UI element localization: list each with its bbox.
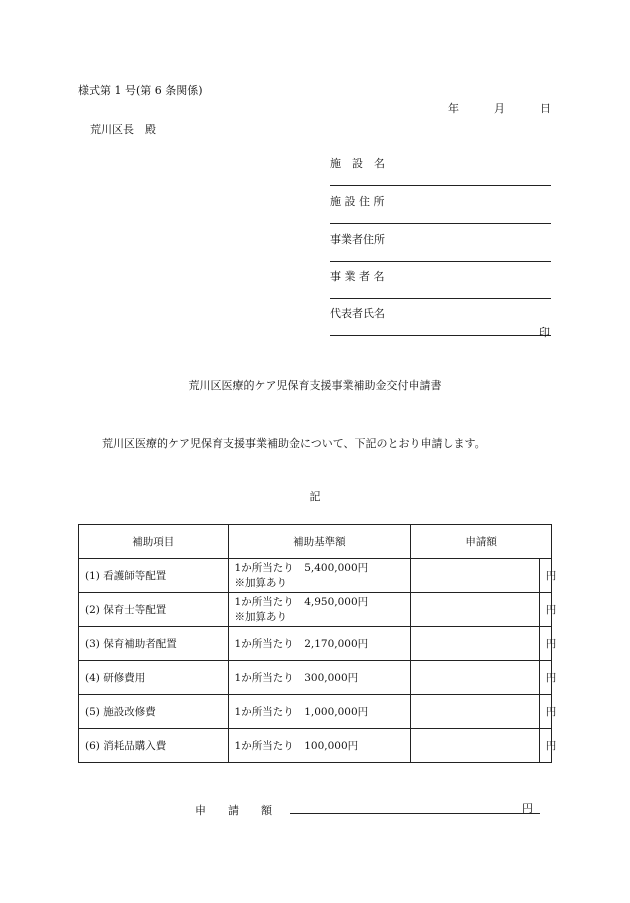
row-item: (5) 施設改修費 (79, 695, 229, 729)
representative-name-label: 代表者氏名 (330, 307, 385, 320)
row-basis: 1か所当たり 2,170,000円 (228, 627, 411, 661)
row-amount-field[interactable] (411, 593, 539, 627)
header-basis: 補助基準額 (228, 525, 411, 559)
facility-name-label: 施 設 名 (330, 157, 385, 170)
table-row (79, 559, 552, 593)
addressee: 荒川区長 殿 (90, 123, 156, 136)
row-yen: 円 (539, 661, 551, 695)
table-header-row (79, 525, 552, 559)
operator-address-field[interactable] (330, 261, 551, 262)
table-row (79, 729, 552, 763)
date-month-label: 月 (494, 102, 505, 115)
subsidy-table (78, 524, 557, 763)
row-basis: 1か所当たり 5,400,000円 ※加算あり (228, 559, 411, 593)
row-yen: 円 (539, 593, 551, 627)
row-amount-field[interactable] (411, 627, 539, 661)
form-number: 様式第 1 号(第 6 条関係) (78, 84, 203, 97)
row-basis: 1か所当たり 300,000円 (228, 661, 411, 695)
date-day-label: 日 (540, 102, 551, 115)
row-yen: 円 (539, 729, 551, 763)
total-amount-field[interactable] (290, 813, 540, 814)
header-item: 補助項目 (79, 525, 229, 559)
row-amount-field[interactable] (411, 661, 539, 695)
table-row (79, 627, 552, 661)
row-yen: 円 (539, 559, 551, 593)
row-basis: 1か所当たり 100,000円 (228, 729, 411, 763)
application-statement: 荒川区医療的ケア児保育支援事業補助金について、下記のとおり申請します。 (102, 437, 486, 450)
row-item: (3) 保育補助者配置 (79, 627, 229, 661)
operator-address-label: 事業者住所 (330, 233, 385, 246)
row-yen: 円 (539, 695, 551, 729)
operator-name-field[interactable] (330, 298, 551, 299)
document-title: 荒川区医療的ケア児保育支援事業補助金交付申請書 (188, 379, 442, 392)
date-year-label: 年 (448, 102, 459, 115)
total-amount-label: 申 請 額 (195, 804, 272, 817)
row-basis: 1か所当たり 4,950,000円 ※加算あり (228, 593, 411, 627)
facility-name-field[interactable] (330, 185, 551, 186)
facility-address-field[interactable] (330, 223, 551, 224)
row-amount-field[interactable] (411, 559, 539, 593)
representative-name-field[interactable] (330, 335, 551, 336)
operator-name-label: 事 業 者 名 (330, 270, 385, 283)
row-item: (1) 看護師等配置 (79, 559, 229, 593)
row-item: (2) 保育士等配置 (79, 593, 229, 627)
table-row (79, 695, 552, 729)
row-basis: 1か所当たり 1,000,000円 (228, 695, 411, 729)
header-amount: 申請額 (411, 525, 552, 559)
table-row (79, 593, 552, 627)
row-amount-field[interactable] (411, 729, 539, 763)
facility-address-label: 施 設 住 所 (330, 195, 385, 208)
row-item: (6) 消耗品購入費 (79, 729, 229, 763)
row-amount-field[interactable] (411, 695, 539, 729)
total-yen: 円 (522, 802, 533, 815)
row-yen: 円 (539, 627, 551, 661)
table-row (79, 661, 552, 695)
ki-heading: 記 (309, 490, 321, 503)
seal-mark: 印 (539, 326, 550, 339)
row-item: (4) 研修費用 (79, 661, 229, 695)
